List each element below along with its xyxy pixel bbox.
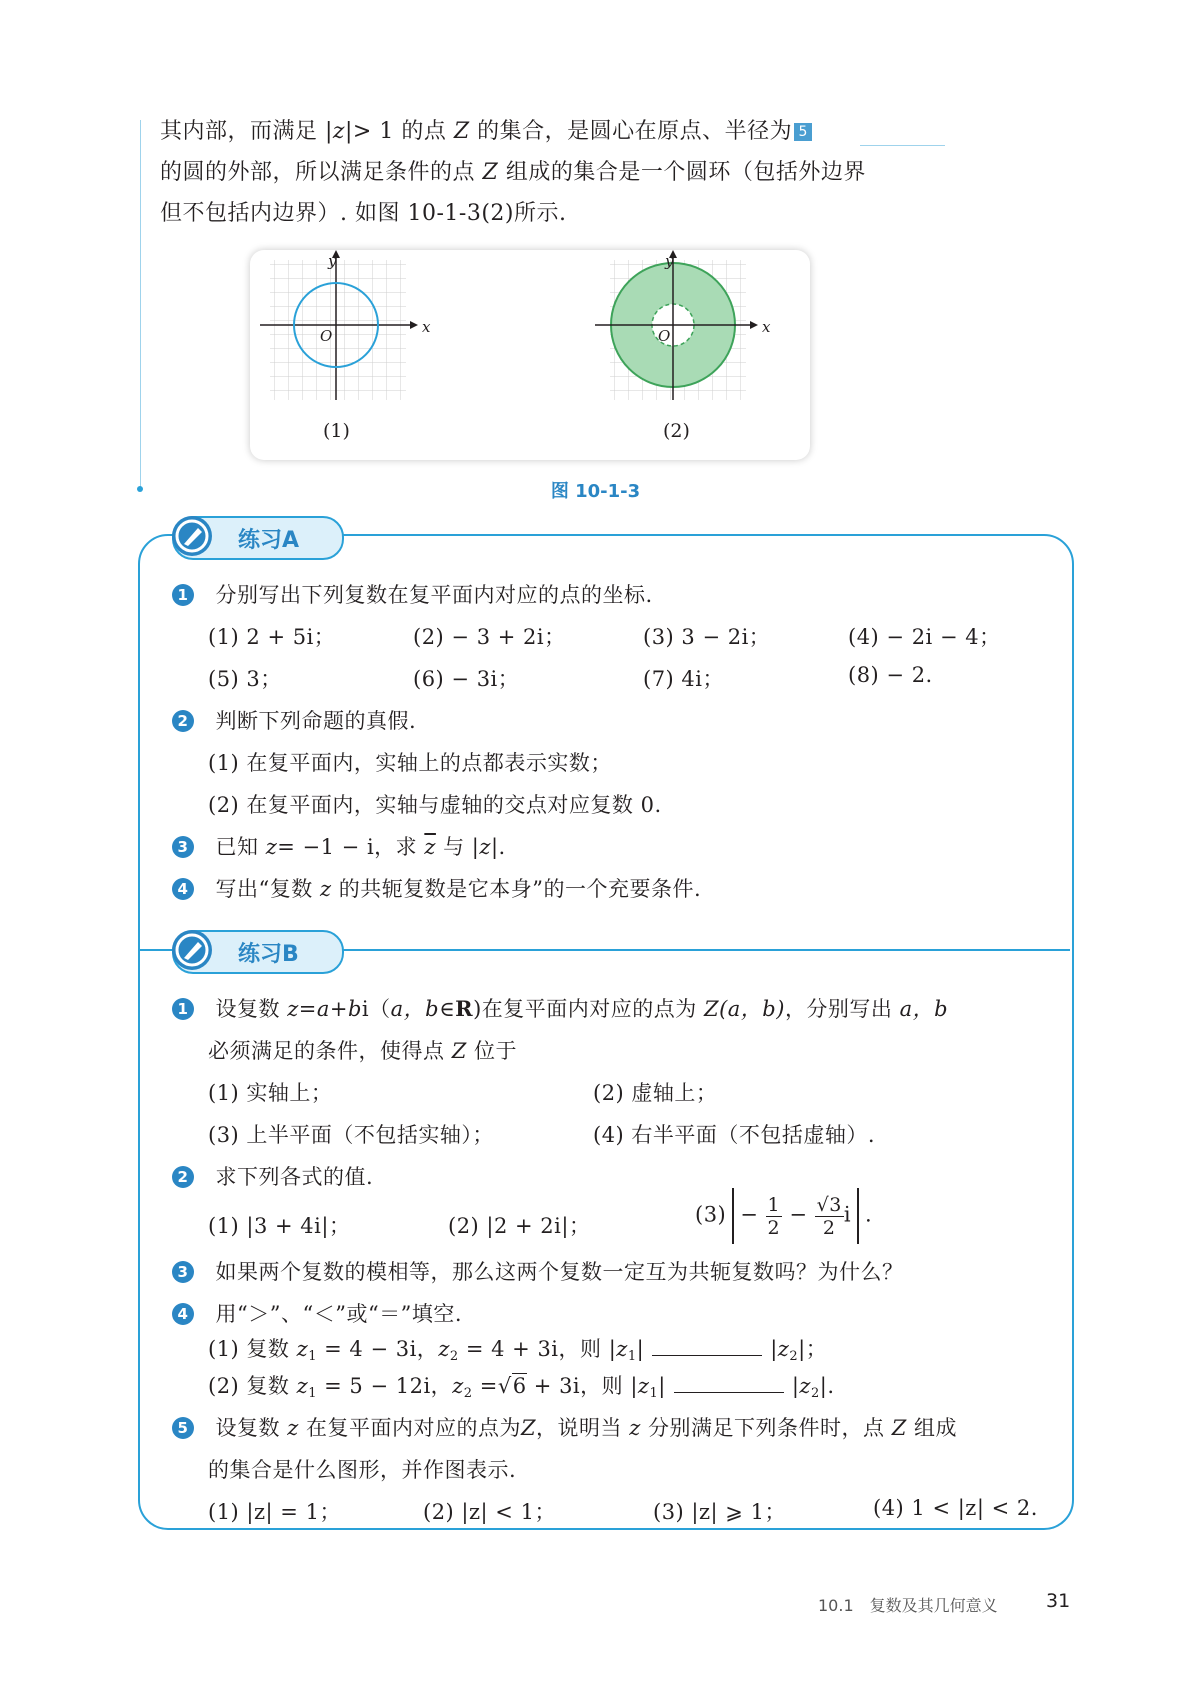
subfigure-label-2: (2) <box>663 420 690 442</box>
y-label-right: y <box>665 252 674 270</box>
origin-label-left: O <box>320 327 333 345</box>
exercise-b-q1: 1 设复数 z=a+bi（a，b∈R)在复平面内对应的点为 Z(a，b)，分别写出 a，b <box>172 993 948 1023</box>
list-item: (3) |z| ⩾ 1； <box>653 1500 786 1524</box>
list-item: (2) 虚轴上； <box>593 1081 718 1105</box>
list-item: (2) − 3 + 2i； <box>413 625 566 649</box>
intro-line-3: 但不包括内边界）. 如图 10-1-3(2)所示. <box>160 201 567 226</box>
list-item: (1) 2 + 5i； <box>208 625 336 649</box>
list-item: (1) 实轴上； <box>208 1081 333 1105</box>
exercise-a-q4: 4 写出“复数 z 的共轭复数是它本身”的一个充要条件. <box>172 873 701 903</box>
exercise-b-q4: 4 用“＞”、“＜”或“＝”填空. <box>172 1298 462 1328</box>
fraction: $\frac{1}{2}$ <box>767 1193 781 1239</box>
margin-note-rule <box>860 145 945 146</box>
exercise-a-q2: 2 判断下列命题的真假. <box>172 705 416 735</box>
x-arrow-right <box>750 321 758 329</box>
question-number-badge: 2 <box>172 1166 194 1188</box>
subfigure-label-1: (1) <box>323 420 350 442</box>
grid-left <box>270 260 406 400</box>
exercise-b-q5: 5 设复数 z 在复平面内对应的点为Z，说明当 z 分别满足下列条件时，点 Z 组成 <box>172 1412 957 1442</box>
list-item: (2) |z| < 1； <box>423 1500 556 1524</box>
intro-line-1: 其内部，而满足 |z|> 1 的点 Z 的集合，是圆心在原点、半径为 5 <box>160 112 812 152</box>
pencil-icon <box>172 516 212 556</box>
plot-left <box>260 250 418 400</box>
exercise-b-q1-line2: 必须满足的条件，使得点 Z 位于 <box>208 1039 517 1063</box>
question-number-badge: 4 <box>172 878 194 900</box>
list-item: (1) |z| = 1； <box>208 1500 341 1524</box>
fill-blank[interactable] <box>674 1374 784 1393</box>
question-number-badge: 1 <box>172 998 194 1020</box>
exercise-b-title: 练习B <box>238 942 299 967</box>
list-item: (3) 3 − 2i； <box>643 625 771 649</box>
question-number-badge: 3 <box>172 1261 194 1283</box>
figure-caption: 图 10-1-3 <box>550 481 641 502</box>
list-item: (2) 在复平面内，实轴与虚轴的交点对应复数 0. <box>208 793 662 817</box>
exercise-a-title-badge <box>172 516 344 560</box>
list-item: (5) 3； <box>208 667 282 691</box>
fraction: $\frac{√3}{2}$ <box>816 1193 842 1239</box>
exercise-b-q3: 3 如果两个复数的模相等，那么这两个复数一定互为共轭复数吗？为什么？ <box>172 1256 904 1286</box>
abs-bar-right <box>857 1188 859 1244</box>
list-item: (1) 在复平面内，实轴上的点都表示实数； <box>208 751 612 775</box>
exercise-b-title-badge <box>172 930 344 974</box>
question-number-badge: 5 <box>172 1417 194 1439</box>
list-item: (7) 4i； <box>643 667 724 691</box>
list-item: (2) |2 + 2i|； <box>448 1214 591 1238</box>
intro-line-2: 的圆的外部，所以满足条件的点 Z 组成的集合是一个圆环（包括外边界 <box>160 160 866 185</box>
question-number-badge: 3 <box>172 836 194 858</box>
question-number-badge: 2 <box>172 710 194 732</box>
running-footer-section: 10.1 复数及其几何意义 <box>818 1596 998 1615</box>
exercise-b-q2: 2 求下列各式的值. <box>172 1161 373 1191</box>
x-label-right: x <box>762 318 771 336</box>
list-item: (4) − 2i − 4； <box>848 625 1001 649</box>
margin-note-badge[interactable]: 5 <box>794 123 812 141</box>
figure-panel <box>250 250 810 460</box>
x-arrow-left <box>410 321 418 329</box>
x-label-left: x <box>422 318 431 336</box>
abs-bar-left <box>732 1188 734 1244</box>
exercise-b-q4-item2: (2) 复数 $z_1 = 5 - 12i$，$z_2 =√6 + 3i$，则 $|z_1|$ $|z_2|$. <box>208 1374 835 1401</box>
exercise-a-q3: 3 已知 z= −1 − i，求 $\overline{z}$ 与 |z|. <box>172 831 506 861</box>
plot-right <box>595 250 758 400</box>
list-item: (3) 上半平面（不包括实轴）； <box>208 1123 494 1147</box>
page-number: 31 <box>1046 1590 1071 1612</box>
question-number-badge: 1 <box>172 584 194 606</box>
pencil-icon <box>172 930 212 970</box>
exercise-b-q5-line2: 的集合是什么图形，并作图表示. <box>208 1458 517 1482</box>
origin-label-right: O <box>658 327 671 345</box>
list-item: (4) 1 < |z| < 2. <box>873 1496 1038 1520</box>
list-item: (8) − 2. <box>848 663 933 687</box>
y-label-left: y <box>328 252 337 270</box>
list-item-expression: (3) − $\frac{1}{2}$ − $\frac{√3}{2}$ i . <box>695 1188 872 1244</box>
list-item: (4) 右半平面（不包括虚轴）. <box>593 1123 876 1147</box>
exercise-a-q1: 1 分别写出下列复数在复平面内对应的点的坐标. <box>172 579 653 609</box>
list-item: (6) − 3i； <box>413 667 520 691</box>
exercise-b-q4-item1: (1) 复数 $z_1 = 4 - 3i$，$z_2 = 4 + 3i$，则 $|z_1|$ $|z_2|$； <box>208 1337 828 1364</box>
question-number-badge: 4 <box>172 1303 194 1325</box>
exercise-a-title: 练习A <box>238 528 300 553</box>
list-item: (1) |3 + 4i|； <box>208 1214 351 1238</box>
fill-blank[interactable] <box>652 1337 762 1356</box>
margin-rule-vertical <box>140 120 141 490</box>
